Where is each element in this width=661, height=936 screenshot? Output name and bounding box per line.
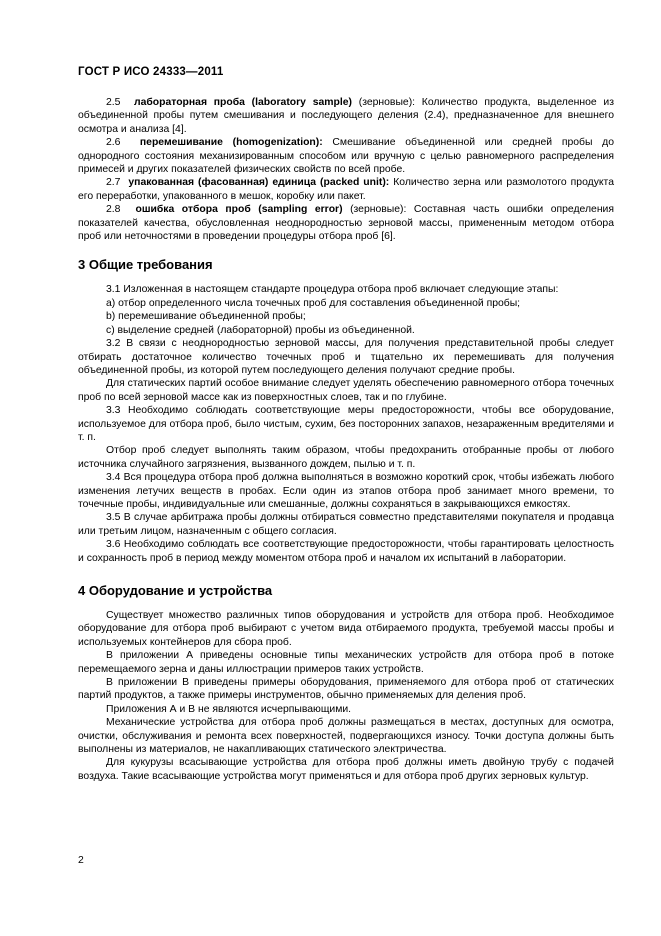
definition-text: Количество зерна или размолотого продукта его переработки, упакованного в мешок, коробку или пакет.: [78, 177, 614, 202]
definition-number: 2.5: [106, 97, 121, 108]
definition-number: 2.8: [106, 204, 121, 216]
section-3-paragraph: 3.3 Необходимо соблюдать соответствующие меры предосторожности, чтобы все оборудование, используемое для отбора проб, было чистым, сухим, без посторонних запахов, незараженным вредителями и т. п.: [78, 405, 614, 443]
definition-term: лабораторная проба (laboratory sample): [133, 97, 352, 108]
list-item: b) перемешивание объединенной пробы;: [106, 311, 306, 323]
definition-text: (зерновые): Количество продукта, выделенное из объединенной пробы путем смешивания и последующего деления (2.4), предназначенное для внешнего осмотра и анализа [4].: [78, 97, 614, 135]
definition-text: (зерновые): Составная часть ошибки определения показателей качества, обусловленная неоднородностью зерновой массы, примененным методом отбора проб или неточностями в проведении процедуры отбора проб [6].: [78, 204, 614, 243]
page-number: 2: [78, 855, 84, 866]
section-3-heading: 3 Общие требования: [78, 257, 213, 273]
section-4-paragraph: Для кукурузы всасывающие устройства для отбора проб должны иметь двойную трубу с подачей воздуха. Такие всасывающие устройства могут применяться и для отбора проб других зерновых культур.: [78, 757, 614, 782]
section-3-paragraph: 3.4 Вся процедура отбора проб должна выполняться в возможно короткий срок, чтобы избежать любого изменения летучих веществ в пробах. Если один из этапов отбора проб занимает много времени, то точечные пробы, индивидуальные или смешанные, должны сохраняться в закрывающихся емкостях.: [78, 472, 614, 510]
section-4-paragraph: В приложении В приведены примеры оборудования, применяемого для отбора проб от статических партий продуктов, а также примеры инструментов, обычно применяемых для деления проб.: [78, 677, 614, 702]
section-4-paragraph: Приложения А и В не являются исчерпывающими.: [106, 703, 352, 715]
section-4-paragraph: В приложении А приведены основные типы механических устройств для отбора проб в потоке перемещаемого зерна и даны иллюстрации примеров таких устройств.: [78, 650, 614, 675]
definition-2-6: [78, 136, 614, 176]
definition-number: 2.7: [106, 177, 121, 189]
definition-number: 2.6: [106, 137, 121, 149]
definition-2-8: [78, 203, 614, 243]
document-body: [78, 96, 614, 783]
section-4-paragraph: Существует множество различных типов оборудования и устройств для отбора проб. Необходимое оборудование для отбора проб выбирают с учетом вида отбираемого продукта, требуемой массы пробы и используемых контейнеров для сбора проб.: [78, 610, 614, 648]
list-item: c) выделение средней (лабораторной) пробы из объединенной.: [106, 324, 415, 336]
definition-term: перемешивание (homogenization):: [139, 137, 323, 149]
section-4-paragraph: Механические устройства для отбора проб должны размещаться в местах, доступных для осмотра, очистки, обслуживания и ремонта всех поверхностей, подвергающихся износу. Точки доступа должны быть выполнены из материалов, не накапливающих статического электричества.: [78, 717, 614, 756]
definition-2-5: [78, 96, 614, 136]
definition-2-7: [78, 176, 614, 203]
section-3-paragraph: Отбор проб следует выполнять таким образом, чтобы предохранить отобранные пробы от любого источника случайного загрязнения, вызванного дождем, пылью и т. п.: [78, 445, 614, 470]
definition-term: упакованная (фасованная) единица (packed unit):: [128, 177, 390, 189]
document-header: ГОСТ Р ИСО 24333—2011: [78, 66, 224, 78]
section-3-paragraph: 3.6 Необходимо соблюдать все соответствующие предосторожности, чтобы гарантировать целостность и сохранность проб в период между моментом отбора проб и началом их испытаний в лаборатории.: [78, 539, 614, 564]
section-4-heading: 4 Оборудование и устройства: [78, 583, 273, 598]
section-3-paragraph: 3.2 В связи с неоднородностью зерновой массы, для получения представительной пробы следует отбирать достаточное количество точечных проб и тщательно их перемешивать для получения объединенной пробы, из которой путем последующего деления получают средние пробы.: [78, 338, 614, 376]
section-3-paragraph: 3.5 В случае арбитража пробы должны отбираться совместно представителями покупателя и продавца или третьим лицом, назначенным с общего согласия.: [78, 512, 614, 537]
definition-term: ошибка отбора проб (sampling error): [135, 204, 343, 216]
definition-text: Смешивание объединенной или средней пробы до однородного состояния механизированным способом или вручную с целью равномерного распределения примесей и других показателей физических свойств по всей пробе.: [78, 137, 615, 176]
list-item: a) отбор определенного числа точечных проб для составления объединенной пробы;: [106, 297, 521, 309]
section-3-paragraph: Для статических партий особое внимание следует уделять обеспечению равномерного отбора точечных проб по всей зерновой массе как из поверхностных слоев, так и по глубине.: [78, 378, 614, 403]
section-3-paragraph: 3.1 Изложенная в настоящем стандарте процедура отбора проб включает следующие этапы:: [106, 284, 559, 296]
